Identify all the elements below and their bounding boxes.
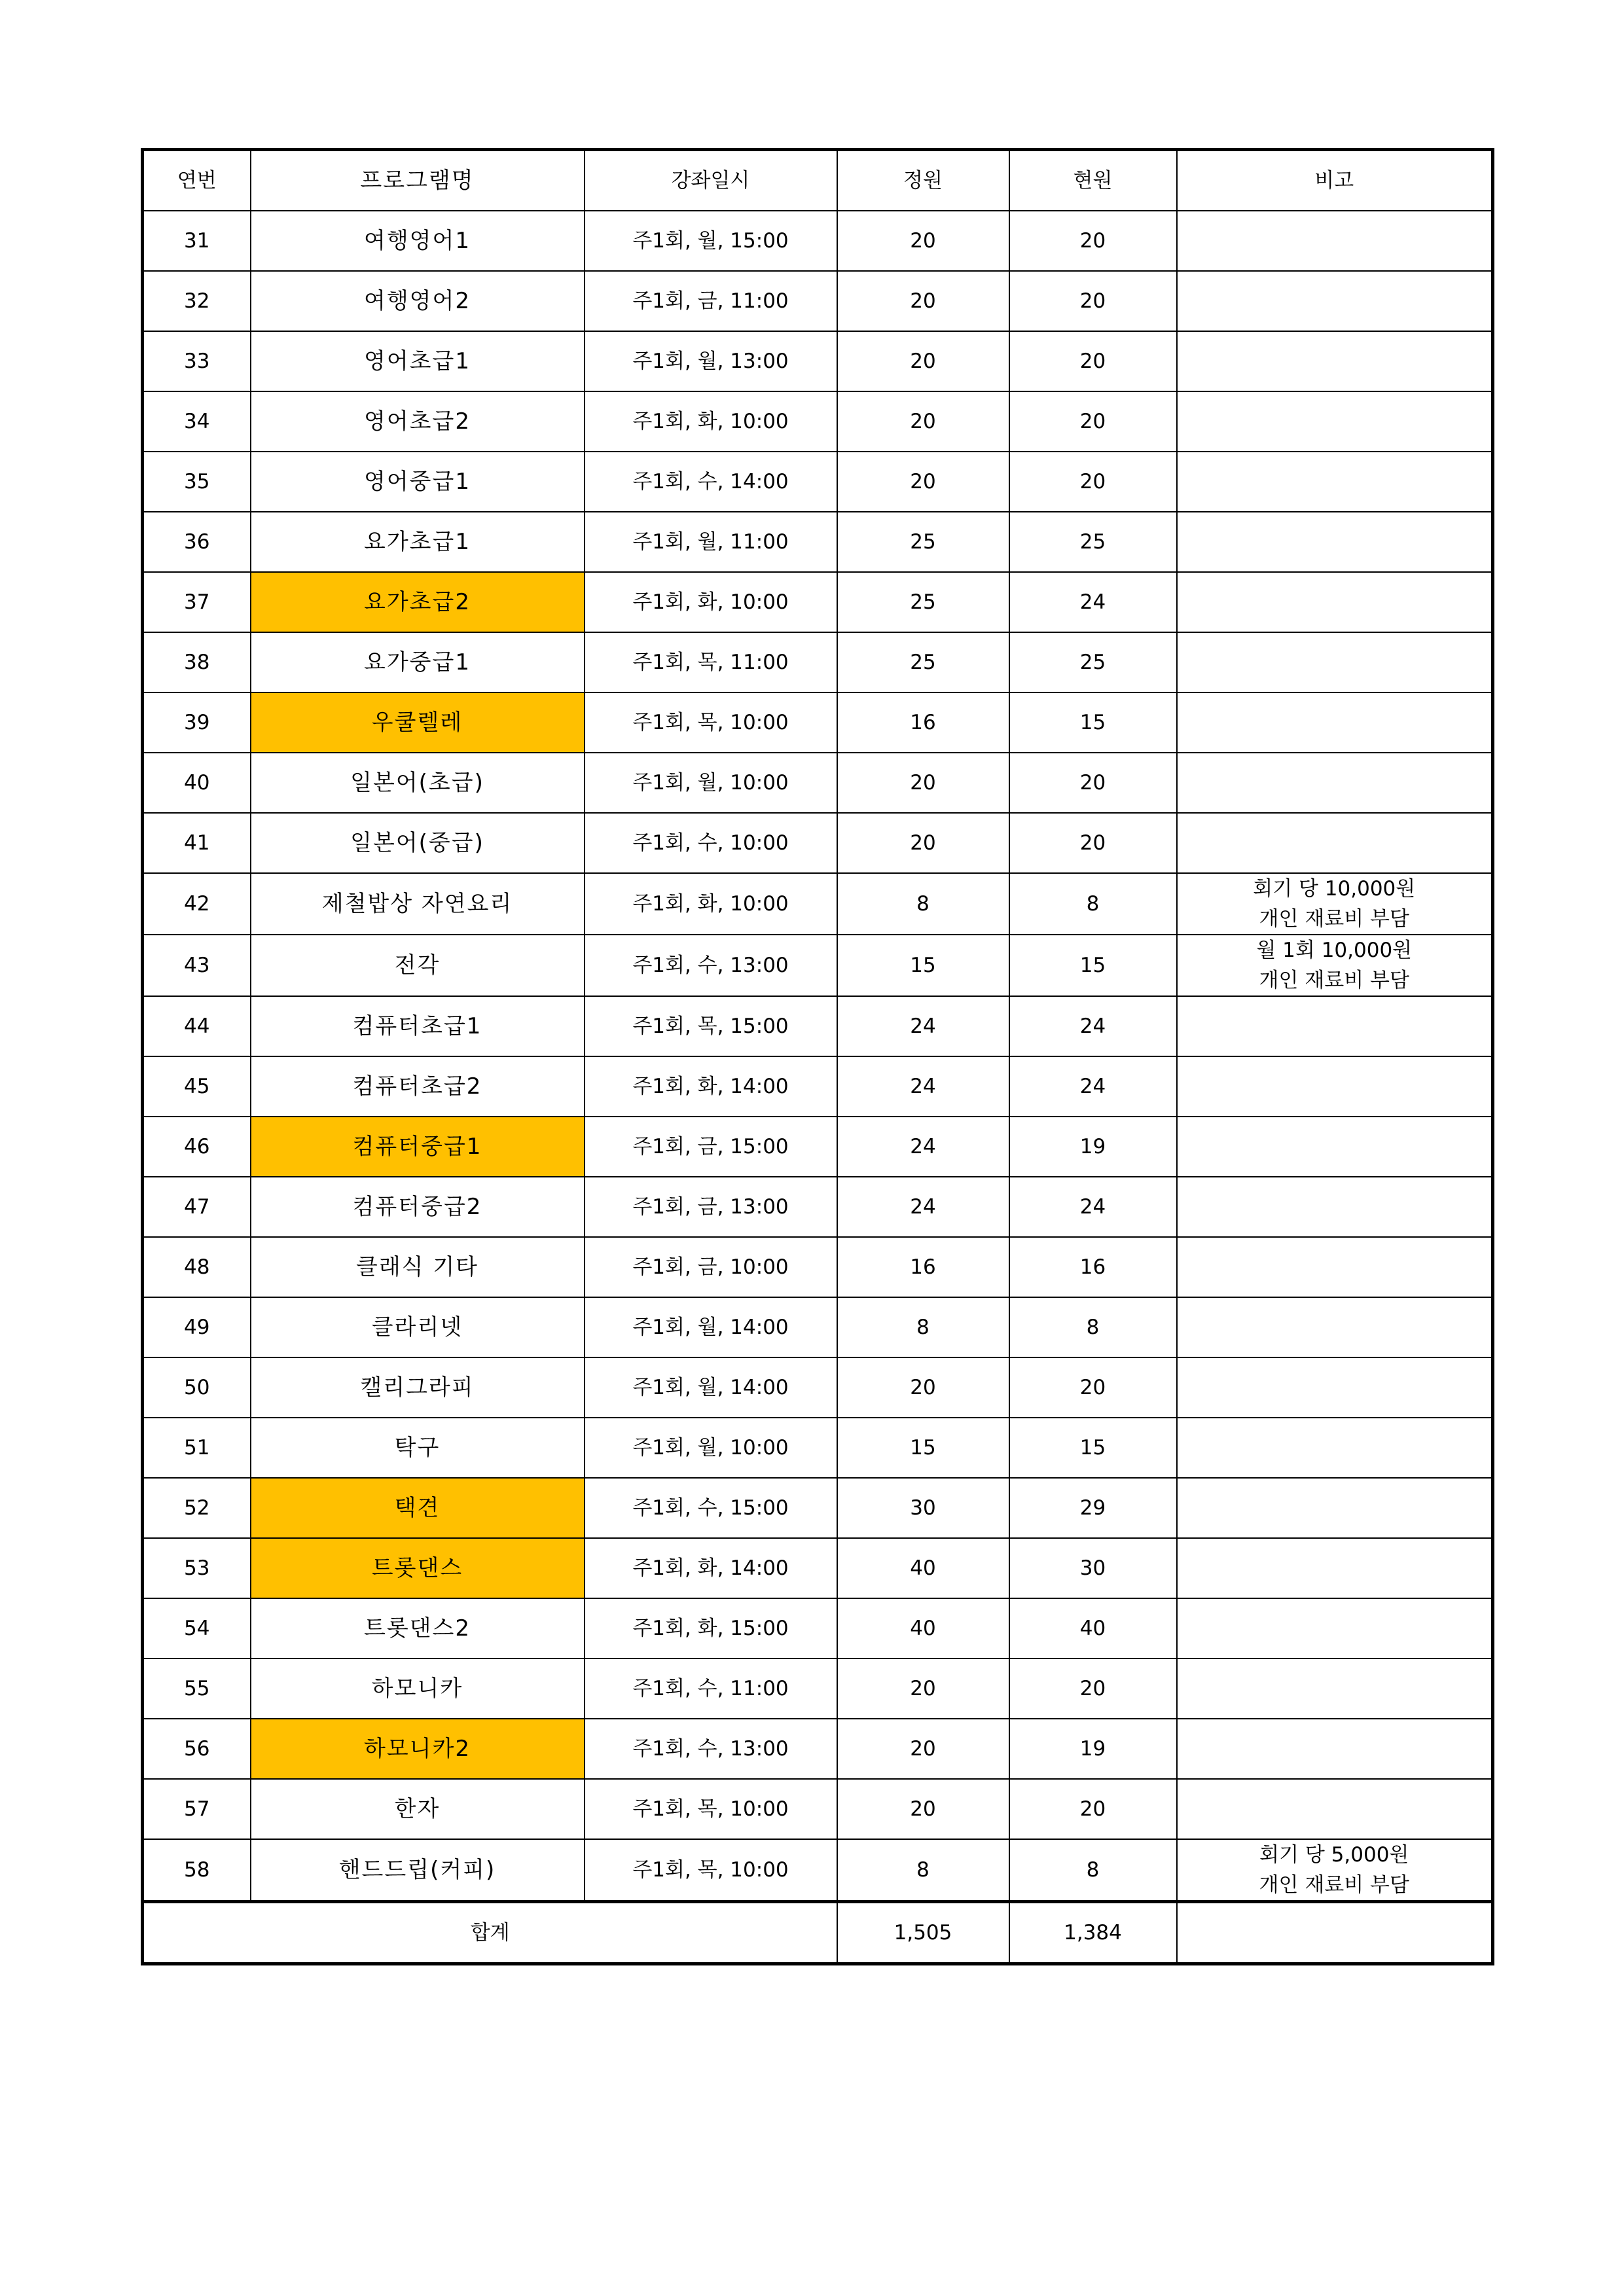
cell-current: 20 (1009, 1779, 1177, 1839)
cell-no: 58 (143, 1839, 251, 1902)
table-row (143, 1297, 1493, 1357)
cell-capacity: 15 (837, 1418, 1009, 1478)
cell-current: 20 (1009, 331, 1177, 391)
cell-schedule: 주1회, 화, 10:00 (585, 391, 837, 452)
cell-no: 43 (143, 935, 251, 996)
cell-schedule: 주1회, 월, 11:00 (585, 512, 837, 572)
cell-note (1177, 813, 1493, 873)
cell-schedule: 주1회, 화, 14:00 (585, 1538, 837, 1598)
total-note (1177, 1902, 1493, 1964)
cell-current: 25 (1009, 632, 1177, 692)
cell-current: 20 (1009, 211, 1177, 271)
header-no: 연번 (143, 150, 251, 211)
cell-no: 48 (143, 1237, 251, 1297)
table-row (143, 1659, 1493, 1719)
note-line: 월 1회 10,000원 (1256, 939, 1413, 962)
cell-capacity: 16 (837, 1237, 1009, 1297)
table-row (143, 572, 1493, 632)
table-row (143, 1538, 1493, 1598)
cell-schedule: 주1회, 월, 13:00 (585, 331, 837, 391)
table-row (143, 452, 1493, 512)
cell-program: 전각 (251, 935, 585, 996)
cell-current: 24 (1009, 1056, 1177, 1117)
cell-schedule: 주1회, 목, 10:00 (585, 692, 837, 753)
cell-capacity: 20 (837, 1779, 1009, 1839)
cell-schedule: 주1회, 화, 10:00 (585, 873, 837, 935)
cell-current: 24 (1009, 572, 1177, 632)
table-row (143, 512, 1493, 572)
cell-capacity: 40 (837, 1538, 1009, 1598)
cell-note (1177, 632, 1493, 692)
cell-program: 한자 (251, 1779, 585, 1839)
table-row (143, 1418, 1493, 1478)
cell-current: 40 (1009, 1598, 1177, 1659)
note-line: 회기 당 5,000원 (1259, 1843, 1409, 1867)
cell-schedule: 주1회, 금, 11:00 (585, 271, 837, 331)
cell-capacity: 24 (837, 1056, 1009, 1117)
cell-capacity: 8 (837, 1297, 1009, 1357)
note-line: 회기 당 10,000원 (1253, 877, 1416, 901)
cell-capacity: 25 (837, 572, 1009, 632)
total-capacity: 1,505 (837, 1902, 1009, 1964)
cell-current: 19 (1009, 1117, 1177, 1177)
cell-no: 50 (143, 1357, 251, 1418)
cell-note (1177, 1418, 1493, 1478)
cell-program: 영어초급2 (251, 391, 585, 452)
cell-capacity: 30 (837, 1478, 1009, 1538)
cell-no: 36 (143, 512, 251, 572)
cell-capacity: 16 (837, 692, 1009, 753)
cell-no: 45 (143, 1056, 251, 1117)
table-row (143, 1779, 1493, 1839)
cell-program: 컴퓨터초급2 (251, 1056, 585, 1117)
cell-note (1177, 1839, 1493, 1902)
cell-current: 20 (1009, 1357, 1177, 1418)
cell-current: 20 (1009, 813, 1177, 873)
cell-program: 트롯댄스2 (251, 1598, 585, 1659)
cell-program: 컴퓨터초급1 (251, 996, 585, 1056)
cell-program: 제철밥상 자연요리 (251, 873, 585, 935)
cell-no: 49 (143, 1297, 251, 1357)
cell-note (1177, 452, 1493, 512)
cell-note (1177, 996, 1493, 1056)
cell-note (1177, 692, 1493, 753)
cell-program: 컴퓨터중급1 (251, 1117, 585, 1177)
table-row (143, 1598, 1493, 1659)
cell-capacity: 20 (837, 753, 1009, 813)
cell-note (1177, 1297, 1493, 1357)
cell-no: 38 (143, 632, 251, 692)
cell-no: 51 (143, 1418, 251, 1478)
cell-current: 8 (1009, 873, 1177, 935)
cell-schedule: 주1회, 수, 13:00 (585, 1719, 837, 1779)
cell-note (1177, 211, 1493, 271)
cell-note (1177, 1659, 1493, 1719)
cell-capacity: 20 (837, 1719, 1009, 1779)
table-row (143, 632, 1493, 692)
table-row (143, 1117, 1493, 1177)
cell-program: 일본어(초급) (251, 753, 585, 813)
cell-current: 20 (1009, 753, 1177, 813)
cell-schedule: 주1회, 화, 10:00 (585, 572, 837, 632)
cell-no: 56 (143, 1719, 251, 1779)
cell-current: 20 (1009, 391, 1177, 452)
cell-current: 24 (1009, 1177, 1177, 1237)
cell-schedule: 주1회, 수, 15:00 (585, 1478, 837, 1538)
cell-program: 택견 (251, 1478, 585, 1538)
cell-note (1177, 1719, 1493, 1779)
cell-note (1177, 1357, 1493, 1418)
cell-capacity: 8 (837, 873, 1009, 935)
cell-program: 트롯댄스 (251, 1538, 585, 1598)
table-row (143, 935, 1493, 996)
header-note: 비고 (1177, 150, 1493, 211)
header-program: 프로그램명 (251, 150, 585, 211)
cell-no: 57 (143, 1779, 251, 1839)
table-row (143, 331, 1493, 391)
cell-schedule: 주1회, 금, 15:00 (585, 1117, 837, 1177)
cell-program: 요가초급1 (251, 512, 585, 572)
cell-schedule: 주1회, 월, 10:00 (585, 753, 837, 813)
cell-program: 영어초급1 (251, 331, 585, 391)
table-row (143, 271, 1493, 331)
table-row (143, 753, 1493, 813)
cell-no: 32 (143, 271, 251, 331)
cell-schedule: 주1회, 월, 10:00 (585, 1418, 837, 1478)
cell-no: 31 (143, 211, 251, 271)
cell-program: 요가초급2 (251, 572, 585, 632)
note-line: 개인 재료비 부담 (1259, 907, 1409, 931)
cell-program: 여행영어2 (251, 271, 585, 331)
cell-capacity: 8 (837, 1839, 1009, 1902)
cell-note (1177, 512, 1493, 572)
program-table (141, 148, 1494, 1965)
cell-schedule: 주1회, 금, 10:00 (585, 1237, 837, 1297)
cell-program: 탁구 (251, 1418, 585, 1478)
cell-schedule: 주1회, 목, 10:00 (585, 1839, 837, 1902)
total-label: 합계 (143, 1902, 837, 1964)
cell-capacity: 24 (837, 1117, 1009, 1177)
cell-no: 33 (143, 331, 251, 391)
cell-capacity: 20 (837, 271, 1009, 331)
table-row (143, 1839, 1493, 1902)
cell-program: 하모니카 (251, 1659, 585, 1719)
cell-capacity: 25 (837, 512, 1009, 572)
cell-no: 42 (143, 873, 251, 935)
cell-schedule: 주1회, 월, 14:00 (585, 1357, 837, 1418)
cell-capacity: 24 (837, 996, 1009, 1056)
cell-current: 15 (1009, 935, 1177, 996)
header-row (143, 150, 1493, 211)
total-current: 1,384 (1009, 1902, 1177, 1964)
cell-no: 47 (143, 1177, 251, 1237)
cell-program: 영어중급1 (251, 452, 585, 512)
note-line: 개인 재료비 부담 (1259, 1873, 1409, 1897)
cell-program: 캘리그라피 (251, 1357, 585, 1418)
cell-current: 15 (1009, 692, 1177, 753)
cell-capacity: 15 (837, 935, 1009, 996)
cell-note (1177, 1056, 1493, 1117)
cell-capacity: 24 (837, 1177, 1009, 1237)
cell-current: 20 (1009, 1659, 1177, 1719)
note-line: 개인 재료비 부담 (1259, 969, 1409, 992)
cell-program: 핸드드립(커피) (251, 1839, 585, 1902)
cell-schedule: 주1회, 화, 15:00 (585, 1598, 837, 1659)
cell-schedule: 주1회, 월, 14:00 (585, 1297, 837, 1357)
cell-no: 40 (143, 753, 251, 813)
cell-schedule: 주1회, 수, 14:00 (585, 452, 837, 512)
cell-current: 19 (1009, 1719, 1177, 1779)
cell-no: 53 (143, 1538, 251, 1598)
cell-program: 클래식 기타 (251, 1237, 585, 1297)
cell-current: 20 (1009, 271, 1177, 331)
cell-program: 우쿨렐레 (251, 692, 585, 753)
table-row (143, 1719, 1493, 1779)
cell-schedule: 주1회, 목, 11:00 (585, 632, 837, 692)
header-capacity: 정원 (837, 150, 1009, 211)
cell-current: 29 (1009, 1478, 1177, 1538)
cell-program: 여행영어1 (251, 211, 585, 271)
cell-program: 하모니카2 (251, 1719, 585, 1779)
cell-capacity: 25 (837, 632, 1009, 692)
table-row (143, 1357, 1493, 1418)
table-body (143, 211, 1493, 1902)
cell-schedule: 주1회, 월, 15:00 (585, 211, 837, 271)
cell-capacity: 20 (837, 211, 1009, 271)
cell-note (1177, 753, 1493, 813)
cell-schedule: 주1회, 화, 14:00 (585, 1056, 837, 1117)
cell-note (1177, 1478, 1493, 1538)
cell-program: 요가중급1 (251, 632, 585, 692)
cell-capacity: 20 (837, 813, 1009, 873)
cell-schedule: 주1회, 수, 11:00 (585, 1659, 837, 1719)
cell-current: 15 (1009, 1418, 1177, 1478)
table-row (143, 1177, 1493, 1237)
cell-note (1177, 271, 1493, 331)
cell-current: 24 (1009, 996, 1177, 1056)
cell-no: 34 (143, 391, 251, 452)
cell-note (1177, 391, 1493, 452)
table-row (143, 391, 1493, 452)
cell-note (1177, 1598, 1493, 1659)
cell-capacity: 20 (837, 1659, 1009, 1719)
cell-schedule: 주1회, 수, 13:00 (585, 935, 837, 996)
table-row (143, 1056, 1493, 1117)
cell-current: 30 (1009, 1538, 1177, 1598)
cell-schedule: 주1회, 목, 15:00 (585, 996, 837, 1056)
cell-note (1177, 873, 1493, 935)
table-row (143, 211, 1493, 271)
cell-no: 37 (143, 572, 251, 632)
cell-capacity: 20 (837, 1357, 1009, 1418)
cell-capacity: 20 (837, 452, 1009, 512)
cell-note (1177, 1538, 1493, 1598)
cell-current: 16 (1009, 1237, 1177, 1297)
cell-no: 46 (143, 1117, 251, 1177)
table-row (143, 813, 1493, 873)
cell-note (1177, 1117, 1493, 1177)
cell-current: 8 (1009, 1297, 1177, 1357)
cell-no: 44 (143, 996, 251, 1056)
cell-program: 클라리넷 (251, 1297, 585, 1357)
cell-note (1177, 572, 1493, 632)
cell-program: 일본어(중급) (251, 813, 585, 873)
cell-current: 8 (1009, 1839, 1177, 1902)
total-row (143, 1902, 1493, 1964)
cell-current: 20 (1009, 452, 1177, 512)
cell-note (1177, 331, 1493, 391)
cell-note (1177, 1177, 1493, 1237)
cell-no: 52 (143, 1478, 251, 1538)
cell-capacity: 20 (837, 391, 1009, 452)
table-row (143, 1478, 1493, 1538)
cell-capacity: 20 (837, 331, 1009, 391)
cell-current: 25 (1009, 512, 1177, 572)
cell-program: 컴퓨터중급2 (251, 1177, 585, 1237)
cell-schedule: 주1회, 목, 10:00 (585, 1779, 837, 1839)
table-row (143, 873, 1493, 935)
cell-schedule: 주1회, 금, 13:00 (585, 1177, 837, 1237)
cell-schedule: 주1회, 수, 10:00 (585, 813, 837, 873)
header-schedule: 강좌일시 (585, 150, 837, 211)
table-row (143, 1237, 1493, 1297)
cell-note (1177, 935, 1493, 996)
cell-capacity: 40 (837, 1598, 1009, 1659)
cell-note (1177, 1779, 1493, 1839)
cell-no: 54 (143, 1598, 251, 1659)
cell-no: 55 (143, 1659, 251, 1719)
table-row (143, 692, 1493, 753)
cell-no: 41 (143, 813, 251, 873)
header-current: 현원 (1009, 150, 1177, 211)
cell-note (1177, 1237, 1493, 1297)
cell-no: 39 (143, 692, 251, 753)
table-row (143, 996, 1493, 1056)
cell-no: 35 (143, 452, 251, 512)
